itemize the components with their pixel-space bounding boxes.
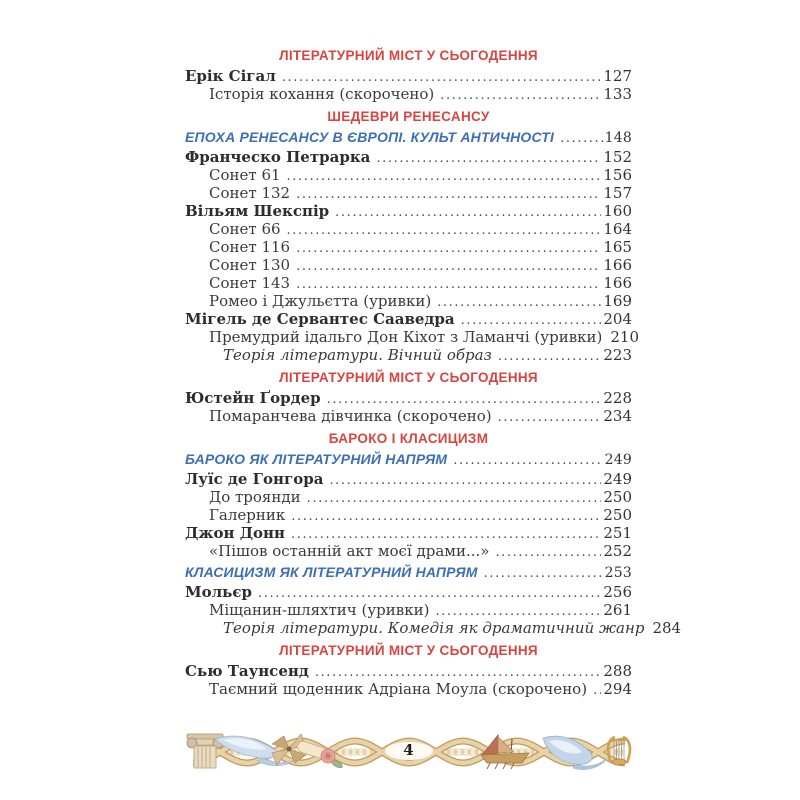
entry-page-number: 210 — [610, 328, 640, 346]
toc-entry-row — [185, 583, 632, 601]
toc-entry-row — [185, 524, 632, 542]
dot-leader — [560, 130, 603, 148]
dot-leader — [329, 472, 601, 490]
toc-section-header — [185, 48, 632, 64]
entry-page-number: 133 — [603, 85, 632, 103]
dot-leader — [307, 490, 602, 508]
toc-entry-row — [185, 563, 632, 581]
entry-page-number: 253 — [604, 565, 632, 581]
entry-page-number: 249 — [603, 470, 632, 488]
toc-entry-row — [185, 328, 640, 346]
entry-page-number: 234 — [603, 407, 632, 425]
toc-entry-row — [185, 148, 632, 166]
entry-page-number: 250 — [603, 488, 632, 506]
footer-page-number: 4 — [403, 741, 414, 759]
entry-title: Джон Донн — [185, 524, 285, 542]
entry-page-number: 157 — [603, 184, 632, 202]
section-title: ЛІТЕРАТУРНИЙ МІСТ У СЬОГОДЕННЯ — [279, 643, 538, 658]
dot-leader — [287, 168, 602, 186]
section-title: ШЕДЕВРИ РЕНЕСАНСУ — [327, 109, 490, 124]
entry-title: Франческо Петрарка — [185, 148, 371, 166]
toc-entry-row — [185, 256, 632, 274]
dot-leader — [495, 544, 601, 562]
dot-leader — [335, 204, 601, 222]
entry-page-number: 148 — [604, 130, 632, 146]
toc-list — [185, 42, 682, 698]
section-title: БАРОКО І КЛАСИЦИЗМ — [328, 431, 489, 446]
entry-title: Сью Таунсенд — [185, 662, 309, 680]
entry-title: До троянди — [209, 488, 301, 506]
toc-entry-row — [185, 506, 632, 524]
entry-title: Сонет 61 — [209, 166, 281, 184]
entry-title: Таємний щоденник Адріана Моула (скорочено) — [209, 680, 588, 698]
toc-entry-row — [185, 601, 632, 619]
entry-title: Сонет 66 — [209, 220, 281, 238]
toc-entry-row — [185, 488, 632, 506]
entry-page-number: 294 — [603, 680, 632, 698]
entry-title: Ерік Сігал — [185, 67, 276, 85]
toc-entry-row — [185, 238, 632, 256]
toc-entry-row — [185, 450, 632, 468]
entry-page-number: 284 — [652, 619, 682, 637]
entry-page-number: 256 — [603, 583, 632, 601]
toc-entry-row — [185, 470, 632, 488]
entry-page-number: 156 — [603, 166, 632, 184]
section-title: ЛІТЕРАТУРНИЙ МІСТ У СЬОГОДЕННЯ — [279, 48, 538, 63]
toc-entry-row — [185, 292, 632, 310]
toc-entry-row — [185, 184, 632, 202]
toc-entry-row — [185, 274, 632, 292]
dot-leader — [593, 682, 601, 700]
dot-leader — [437, 294, 601, 312]
entry-page-number: 249 — [604, 452, 632, 468]
entry-title: Теорія літератури. Вічний образ — [223, 346, 492, 364]
entry-page-number: 204 — [603, 310, 632, 328]
entry-title: «Пішов останній акт моєї драми...» — [209, 542, 490, 560]
entry-title: Теорія літератури. Комедія як драматичний жанр — [223, 619, 645, 637]
entry-title: Сонет 116 — [209, 238, 291, 256]
entry-page-number: 169 — [603, 292, 632, 310]
toc-section-header — [185, 431, 632, 447]
entry-page-number: 223 — [603, 346, 632, 364]
entry-title: Історія кохання (скорочено) — [209, 85, 435, 103]
entry-page-number: 160 — [603, 202, 632, 220]
dot-leader — [296, 240, 601, 258]
entry-page-number: 261 — [603, 601, 632, 619]
entry-page-number: 251 — [603, 524, 632, 542]
entry-title: ЕПОХА РЕНЕСАНСУ В ЄВРОПІ. КУЛЬТ АНТИЧНОСТІ — [185, 129, 555, 145]
toc-entry-row — [185, 346, 632, 364]
dot-leader — [440, 87, 601, 105]
toc-entry-row — [185, 67, 632, 85]
entry-title: Премудрий ідальго Дон Кіхот з Ламанчі (уривки) — [209, 328, 603, 346]
entry-page-number: 166 — [603, 274, 632, 292]
toc-entry-row — [185, 407, 632, 425]
entry-title: Луїс де Гонгора — [185, 470, 324, 488]
dot-leader — [453, 452, 602, 470]
entry-title: Мігель де Сервантес Сааведра — [185, 310, 455, 328]
entry-page-number: 228 — [603, 389, 632, 407]
entry-title: Міщанин-шляхтич (уривки) — [209, 601, 430, 619]
entry-title: Помаранчева дівчинка (скорочено) — [209, 407, 492, 425]
dot-leader — [291, 508, 601, 526]
footer-ornament — [185, 731, 632, 775]
toc-section-header — [185, 643, 632, 659]
toc-entry-row — [185, 662, 632, 680]
toc-entry-row — [185, 166, 632, 184]
toc-entry-row — [185, 310, 632, 328]
toc-section-header — [185, 109, 632, 125]
entry-page-number: 165 — [603, 238, 632, 256]
toc-entry-row — [185, 220, 632, 238]
dot-leader — [498, 409, 602, 427]
entry-title: Сонет 143 — [209, 274, 291, 292]
entry-page-number: 164 — [603, 220, 632, 238]
toc-entry-row — [185, 128, 632, 146]
entry-page-number: 152 — [603, 148, 632, 166]
entry-title: КЛАСИЦИЗМ ЯК ЛІТЕРАТУРНИЙ НАПРЯМ — [185, 564, 478, 580]
dot-leader — [296, 186, 601, 204]
entry-page-number: 250 — [603, 506, 632, 524]
entry-title: Сонет 132 — [209, 184, 291, 202]
toc-section-header — [185, 370, 632, 386]
entry-page-number: 288 — [603, 662, 632, 680]
entry-page-number: 252 — [603, 542, 632, 560]
entry-title: Ромео і Джульєтта (уривки) — [209, 292, 432, 310]
dot-leader — [484, 565, 603, 583]
toc-entry-row — [185, 619, 682, 637]
entry-page-number: 127 — [603, 67, 632, 85]
entry-page-number: 166 — [603, 256, 632, 274]
entry-title: Вільям Шекспір — [185, 202, 330, 220]
toc-entry-row — [185, 85, 632, 103]
entry-title: Сонет 130 — [209, 256, 291, 274]
entry-title: Мольєр — [185, 583, 252, 601]
entry-title: Юстейн Ґордер — [185, 389, 321, 407]
toc-entry-row — [185, 680, 632, 698]
dot-leader — [498, 348, 602, 366]
toc-entry-row — [185, 389, 632, 407]
dot-leader — [296, 258, 601, 276]
toc-entry-row — [185, 542, 632, 560]
dot-leader — [287, 222, 602, 240]
toc-entry-row — [185, 202, 632, 220]
entry-title: Галерник — [209, 506, 286, 524]
dot-leader — [376, 150, 601, 168]
section-title: ЛІТЕРАТУРНИЙ МІСТ У СЬОГОДЕННЯ — [279, 370, 538, 385]
entry-title: БАРОКО ЯК ЛІТЕРАТУРНИЙ НАПРЯМ — [185, 451, 448, 467]
